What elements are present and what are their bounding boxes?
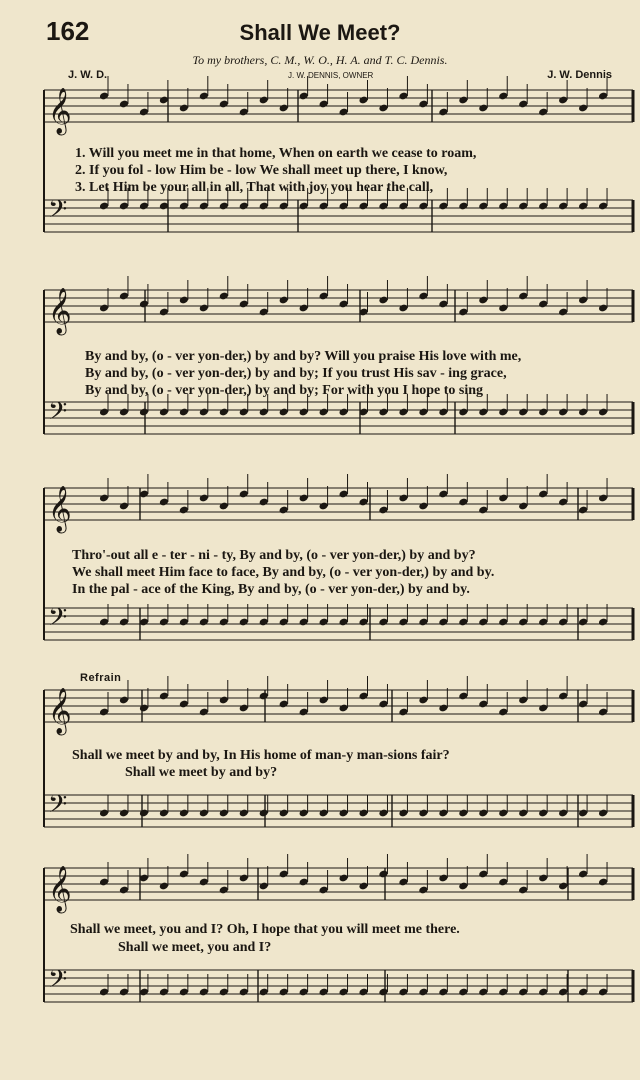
refrain-label: Refrain bbox=[80, 672, 122, 684]
treble-clef: 𝄞 bbox=[48, 866, 72, 912]
bass-clef: 𝄢 bbox=[48, 965, 68, 1000]
lyric-line: 3. Let Him be your all in all, That with joy you hear the call, bbox=[75, 180, 434, 195]
lyric-line: Shall we meet, you and I? Oh, I hope that you will meet me there. bbox=[70, 922, 460, 937]
lyric-line: Shall we meet by and by, In His home of man-y man-sions fair? bbox=[72, 748, 450, 763]
lyric-line: In the pal - ace of the King, By and by, (o - ver yon-der,) by and by. bbox=[72, 582, 470, 597]
words-credit: J. W. D. bbox=[68, 69, 108, 81]
lyric-line: We shall meet Him face to face, By and by, (o - ver yon-der,) by and by. bbox=[72, 565, 495, 580]
bass-clef: 𝄢 bbox=[48, 195, 68, 230]
lyric-line: Shall we meet by and by? bbox=[125, 765, 278, 780]
dedication: To my brothers, C. M., W. O., H. A. and T. C. Dennis. bbox=[192, 53, 448, 67]
page-number: 162 bbox=[46, 16, 90, 46]
lyric-line: Shall we meet, you and I? bbox=[118, 940, 272, 955]
bass-clef: 𝄢 bbox=[48, 790, 68, 825]
lyric-line: 2. If you fol - low Him be - low We shall meet up there, I know, bbox=[75, 163, 448, 178]
treble-clef: 𝄞 bbox=[48, 288, 72, 334]
lyric-line: Thro'-out all e - ter - ni - ty, By and by, (o - ver yon-der,) by and by? bbox=[72, 548, 476, 563]
treble-clef: 𝄞 bbox=[48, 688, 72, 734]
lyric-line: By and by, (o - ver yon-der,) by and by? Will you praise His love with me, bbox=[85, 349, 522, 364]
lyric-line: 1. Will you meet me in that home, When on earth we cease to roam, bbox=[75, 146, 477, 161]
bass-clef: 𝄢 bbox=[48, 397, 68, 432]
music-credit: J. W. Dennis bbox=[547, 69, 612, 81]
lyric-line: By and by, (o - ver yon-der,) by and by; If you trust His sav - ing grace, bbox=[85, 366, 507, 381]
hymn-title: Shall We Meet? bbox=[239, 20, 401, 45]
bass-clef: 𝄢 bbox=[48, 603, 68, 638]
copyright-owner: J. W. DENNIS, OWNER bbox=[288, 71, 374, 80]
lyric-line: By and by, (o - ver yon-der,) by and by; For with you I hope to sing bbox=[85, 383, 484, 398]
treble-clef: 𝄞 bbox=[48, 486, 72, 532]
treble-clef: 𝄞 bbox=[48, 88, 72, 134]
